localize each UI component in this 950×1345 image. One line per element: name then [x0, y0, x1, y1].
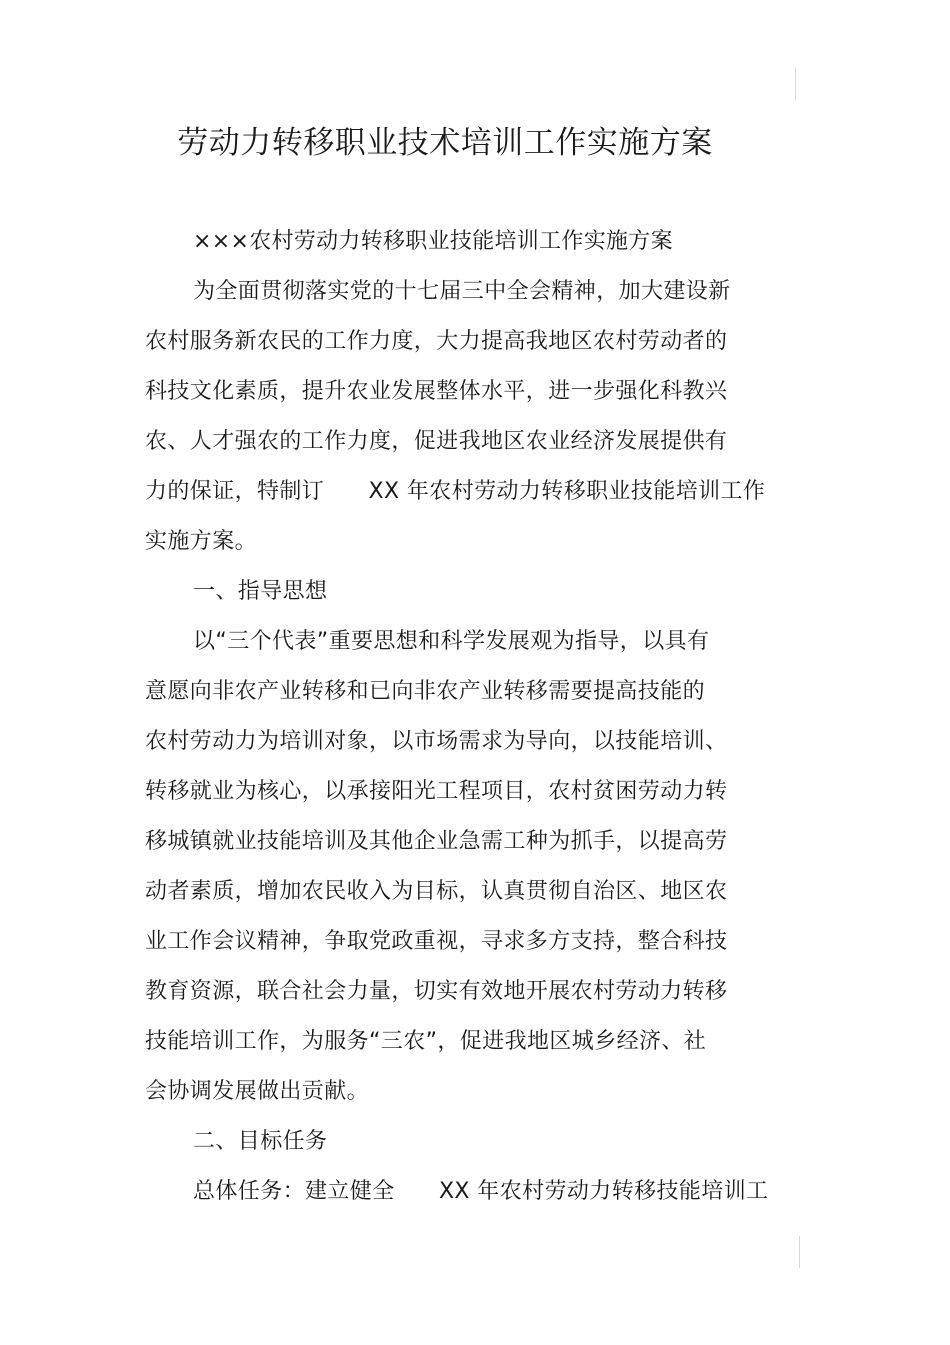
- paragraph-line: 以“三个代表”重要思想和科学发展观为指导，以具有: [193, 629, 710, 654]
- page-edge-mark-top: [795, 68, 796, 100]
- paragraph-line: 实施方案。: [145, 529, 258, 554]
- paragraph-line: 农、人才强农的工作力度，促进我地区农业经济发展提供有: [145, 429, 728, 454]
- paragraph-line: 为全面贯彻落实党的十七届三中全会精神，加大建设新: [193, 279, 731, 304]
- paragraph-line: 教育资源，联合社会力量，切实有效地开展农村劳动力转移: [145, 979, 728, 1004]
- paragraph-line: 技能培训工作，为服务“三农”，促进我地区城乡经济、社: [145, 1029, 707, 1054]
- document-subtitle: ×××农村劳动力转移职业技能培训工作实施方案: [193, 229, 673, 254]
- paragraph-line: 会协调发展做出贡献。: [145, 1079, 370, 1104]
- paragraph-line: 总体任务：建立健全 XX 年农村劳动力转移技能培训工: [193, 1179, 769, 1204]
- page-edge-mark-bottom: [799, 1236, 800, 1268]
- paragraph-line: 农村服务新农民的工作力度，大力提高我地区农村劳动者的: [145, 329, 728, 354]
- paragraph-line: 动者素质，增加农民收入为目标，认真贯彻自治区、地区农: [145, 879, 728, 904]
- section-heading: 一、指导思想: [193, 579, 328, 604]
- paragraph-line: 意愿向非农产业转移和已向非农产业转移需要提高技能的: [145, 679, 706, 704]
- document-title: 劳动力转移职业技术培训工作实施方案: [177, 125, 713, 161]
- paragraph-line: 农村劳动力为培训对象，以市场需求为导向，以技能培训、: [145, 729, 728, 754]
- section-heading: 二、目标任务: [193, 1129, 328, 1154]
- paragraph-line: 业工作会议精神，争取党政重视，寻求多方支持，整合科技: [145, 929, 728, 954]
- paragraph-line: 科技文化素质，提升农业发展整体水平，进一步强化科教兴: [145, 379, 728, 404]
- paragraph-line: 力的保证，特制订 XX 年农村劳动力转移职业技能培训工作: [145, 479, 766, 504]
- paragraph-line: 转移就业为核心，以承接阳光工程项目，农村贫困劳动力转: [145, 779, 728, 804]
- paragraph-line: 移城镇就业技能培训及其他企业急需工种为抓手，以提高劳: [145, 829, 728, 854]
